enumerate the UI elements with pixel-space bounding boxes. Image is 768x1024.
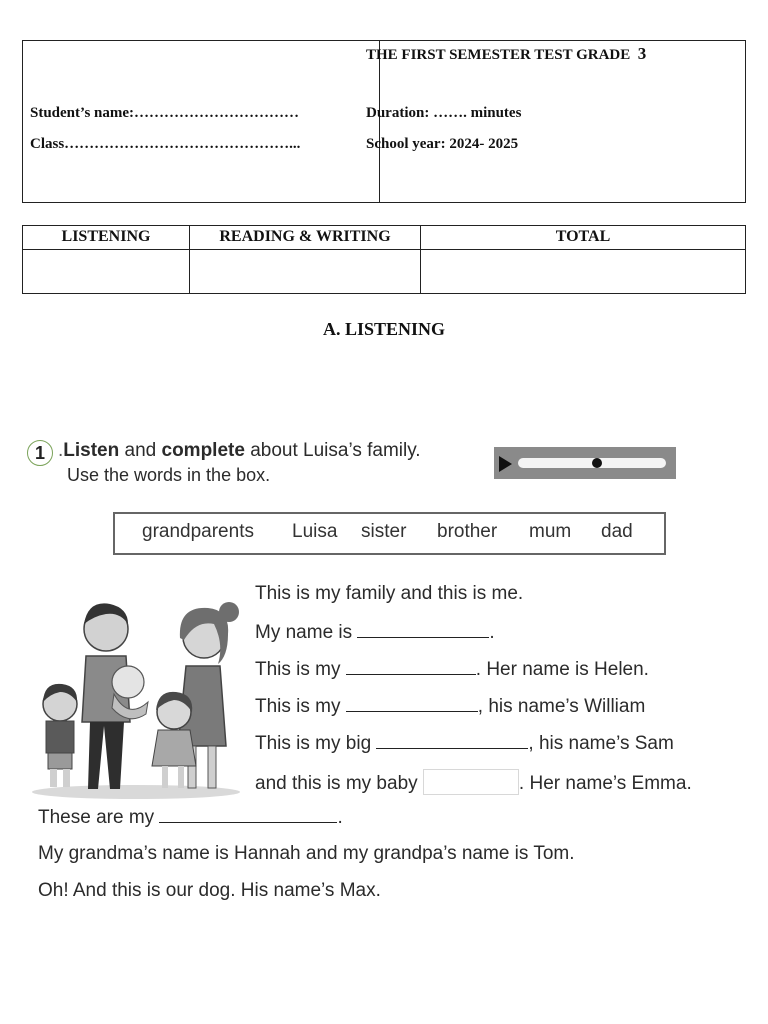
text-line-1: This is my family and this is me.	[255, 583, 524, 604]
instruction-line-2: Use the words in the box.	[67, 465, 271, 485]
blank-brother[interactable]	[376, 732, 528, 749]
blank-dad[interactable]	[346, 695, 478, 712]
header-table	[22, 40, 746, 203]
text-line-3: This is my . Her name is Helen.	[255, 659, 649, 680]
blank-grandparents[interactable]	[159, 806, 337, 823]
word-luisa: Luisa	[292, 521, 338, 542]
instruction-complete: complete	[161, 440, 245, 461]
grade-number: 3	[637, 44, 647, 63]
audio-player[interactable]	[494, 447, 676, 479]
word-box	[113, 512, 666, 555]
word-mum: mum	[529, 521, 572, 542]
blank-name[interactable]	[357, 621, 489, 638]
word-sister: sister	[361, 521, 407, 542]
col-reading-writing: READING & WRITING	[219, 228, 391, 245]
class-field[interactable]: Class………………………………………...	[30, 136, 301, 152]
student-name-field[interactable]: Student’s name:……………………………	[30, 105, 300, 121]
word-dad: dad	[601, 521, 633, 542]
text-line-9: Oh! And this is our dog. His name’s Max.	[38, 880, 381, 901]
instruction-listen: Listen	[63, 440, 120, 461]
reading-writing-score-cell[interactable]	[190, 250, 420, 293]
duration-field[interactable]: Duration: ……. minutes	[366, 105, 522, 121]
col-listening: LISTENING	[61, 228, 151, 245]
blank-sister[interactable]	[423, 769, 519, 795]
text-line-8: My grandma’s name is Hannah and my grandpa’s name is Tom.	[38, 843, 575, 864]
listening-score-cell[interactable]	[23, 250, 189, 293]
instruction-line-1: .Listen and complete about Luisa’s family.	[58, 440, 421, 461]
word-brother: brother	[437, 521, 498, 542]
text-line-5: This is my big , his name’s Sam	[255, 733, 674, 754]
section-title: A. LISTENING	[322, 319, 446, 339]
audio-progress-knob[interactable]	[592, 458, 602, 468]
total-score-cell[interactable]	[421, 250, 745, 293]
play-icon[interactable]	[499, 456, 512, 472]
text-line-7: These are my .	[38, 807, 343, 828]
exercise-number: 1	[27, 440, 53, 466]
text-line-6: and this is my baby . Her name’s Emma.	[255, 769, 692, 795]
family-illustration	[28, 594, 244, 800]
col-total: TOTAL	[555, 228, 611, 245]
text-line-2: My name is .	[255, 622, 495, 643]
text-line-4: This is my , his name’s William	[255, 696, 646, 717]
test-title: THE FIRST SEMESTER TEST GRADE 3	[366, 44, 647, 63]
score-table	[22, 225, 746, 294]
school-year: School year: 2024- 2025	[366, 136, 519, 152]
blank-mum[interactable]	[346, 658, 476, 675]
word-grandparents: grandparents	[142, 521, 254, 542]
